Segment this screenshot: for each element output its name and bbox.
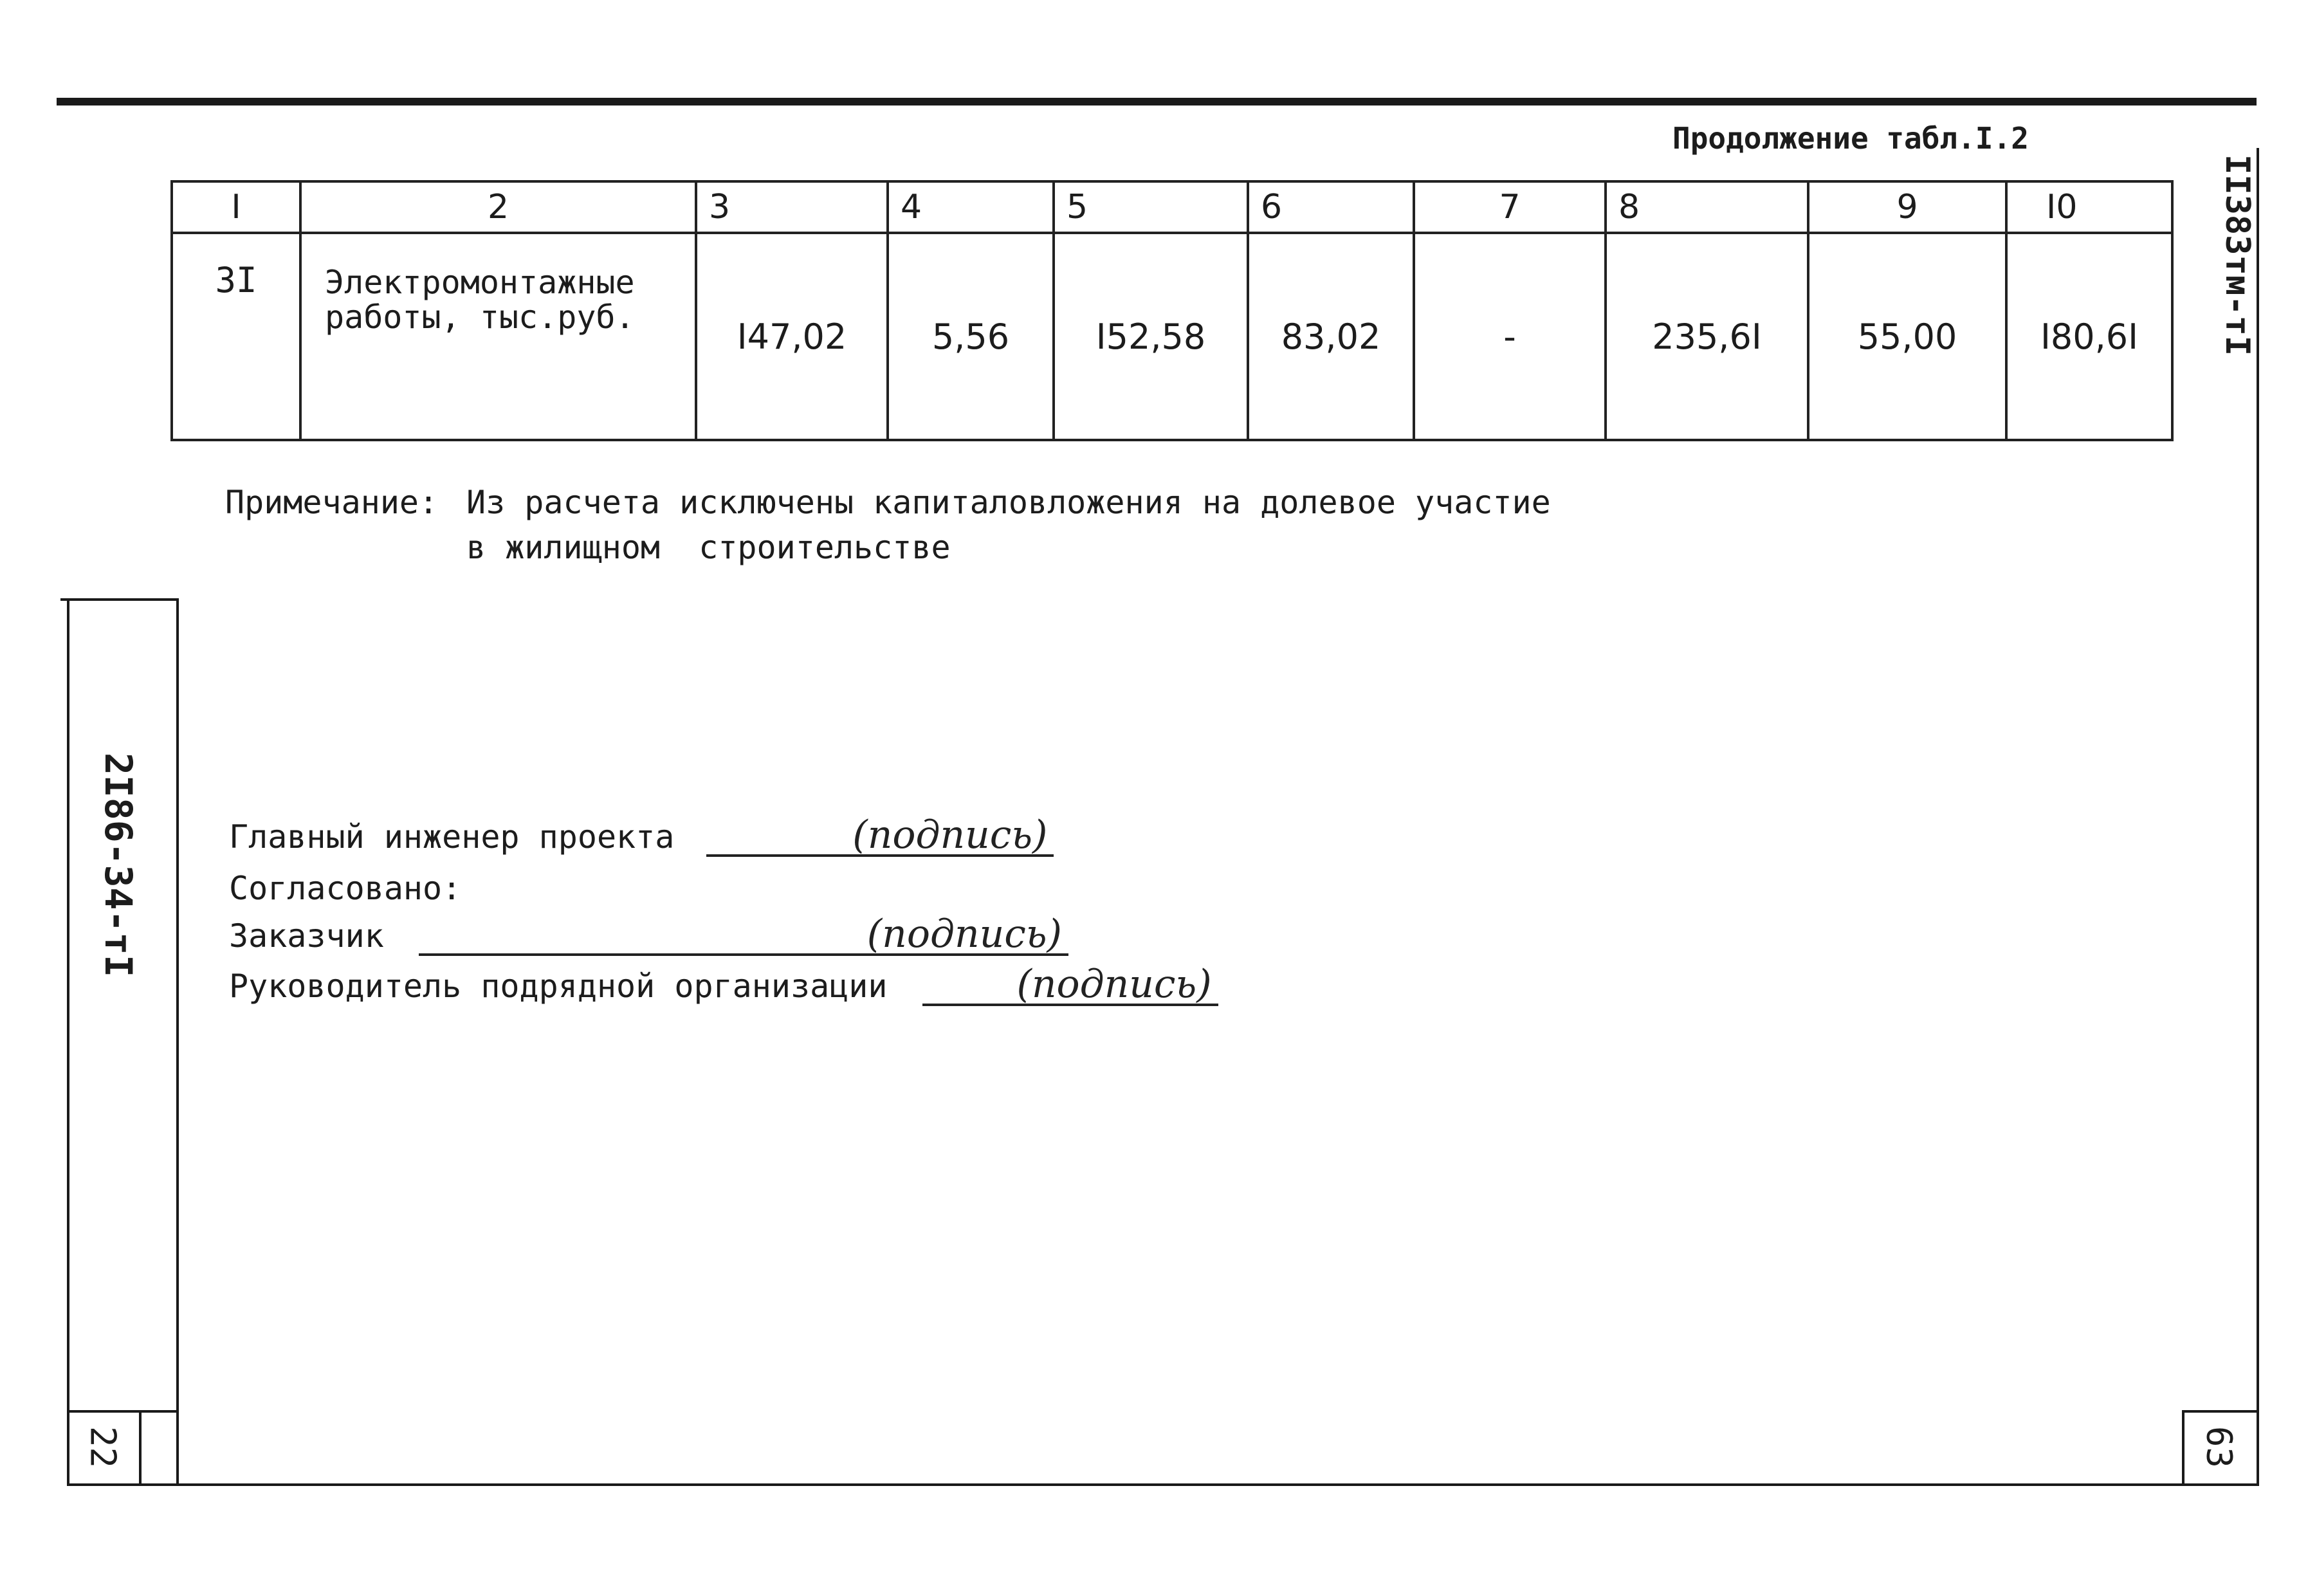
- col-header-3: 3: [696, 181, 888, 233]
- table-caption: Продолжение табл.I.2: [1672, 121, 2029, 156]
- left-stamp-inner: [176, 598, 179, 1486]
- agreed-label: Согласовано:: [229, 870, 462, 907]
- note-label: Примечание:: [225, 484, 439, 521]
- chief-engineer-label: Главный инженер проекта: [229, 818, 675, 856]
- chief-engineer-signature: (подпись): [706, 816, 1054, 857]
- table-row: [172, 233, 2172, 440]
- col-header-4: 4: [888, 181, 1054, 233]
- col-header-2: 2: [300, 181, 696, 233]
- row-name-line1: Электромонтажные: [325, 264, 635, 301]
- left-page-box-divider: [139, 1410, 142, 1485]
- doc-code-left: 2I86-34-тI: [96, 753, 140, 978]
- customer-label: Заказчик: [229, 917, 384, 955]
- cell-col-5: I52,58: [1054, 233, 1248, 440]
- page-number-left: 22: [82, 1426, 124, 1469]
- right-page-box-left: [2182, 1410, 2184, 1485]
- right-frame-line: [2257, 148, 2259, 1486]
- cell-col-10: I80,6I: [2006, 233, 2172, 440]
- cell-col-6: 83,02: [1248, 233, 1414, 440]
- col-header-10: I0: [2006, 181, 2172, 233]
- cell-col-8: 235,6I: [1606, 233, 1808, 440]
- left-page-box-top: [67, 1410, 179, 1413]
- col-header-5: 5: [1054, 181, 1248, 233]
- data-table: [170, 180, 2174, 441]
- customer-row: [229, 912, 1068, 957]
- row-name: [300, 233, 696, 440]
- contractor-row: [229, 962, 1218, 1007]
- chief-engineer-row: [229, 812, 1054, 858]
- note-line-1: Из расчета исключены капиталовложения на долевое участие: [466, 484, 1551, 521]
- doc-code-right: II383тм-тI: [2218, 154, 2257, 356]
- top-border-rule: [57, 98, 2257, 105]
- col-header-9: 9: [1808, 181, 2006, 233]
- customer-signature: (подпись): [419, 915, 1068, 956]
- row-number: 3I: [172, 233, 300, 440]
- col-header-6: 6: [1248, 181, 1414, 233]
- note-line-2: в жилищном строительстве: [466, 529, 951, 566]
- left-stamp-top: [60, 598, 176, 601]
- cell-col-9: 55,00: [1808, 233, 2006, 440]
- contractor-label: Руководитель подрядной организации: [229, 968, 888, 1005]
- cell-col-7: -: [1414, 233, 1606, 440]
- right-page-box-top: [2182, 1410, 2257, 1413]
- cell-col-4: 5,56: [888, 233, 1054, 440]
- page-number-right: 63: [2199, 1426, 2240, 1469]
- bottom-frame-line: [69, 1483, 2259, 1486]
- contractor-signature: (подпись): [922, 965, 1218, 1006]
- col-header-8: 8: [1606, 181, 1808, 233]
- row-name-line2: работы, тыс.руб.: [325, 298, 635, 336]
- col-header-1: I: [172, 181, 300, 233]
- table-header-row: [172, 181, 2172, 233]
- col-header-7: 7: [1414, 181, 1606, 233]
- cell-col-3: I47,02: [696, 233, 888, 440]
- agreed-row: [229, 870, 461, 907]
- left-stamp-outer: [67, 598, 69, 1486]
